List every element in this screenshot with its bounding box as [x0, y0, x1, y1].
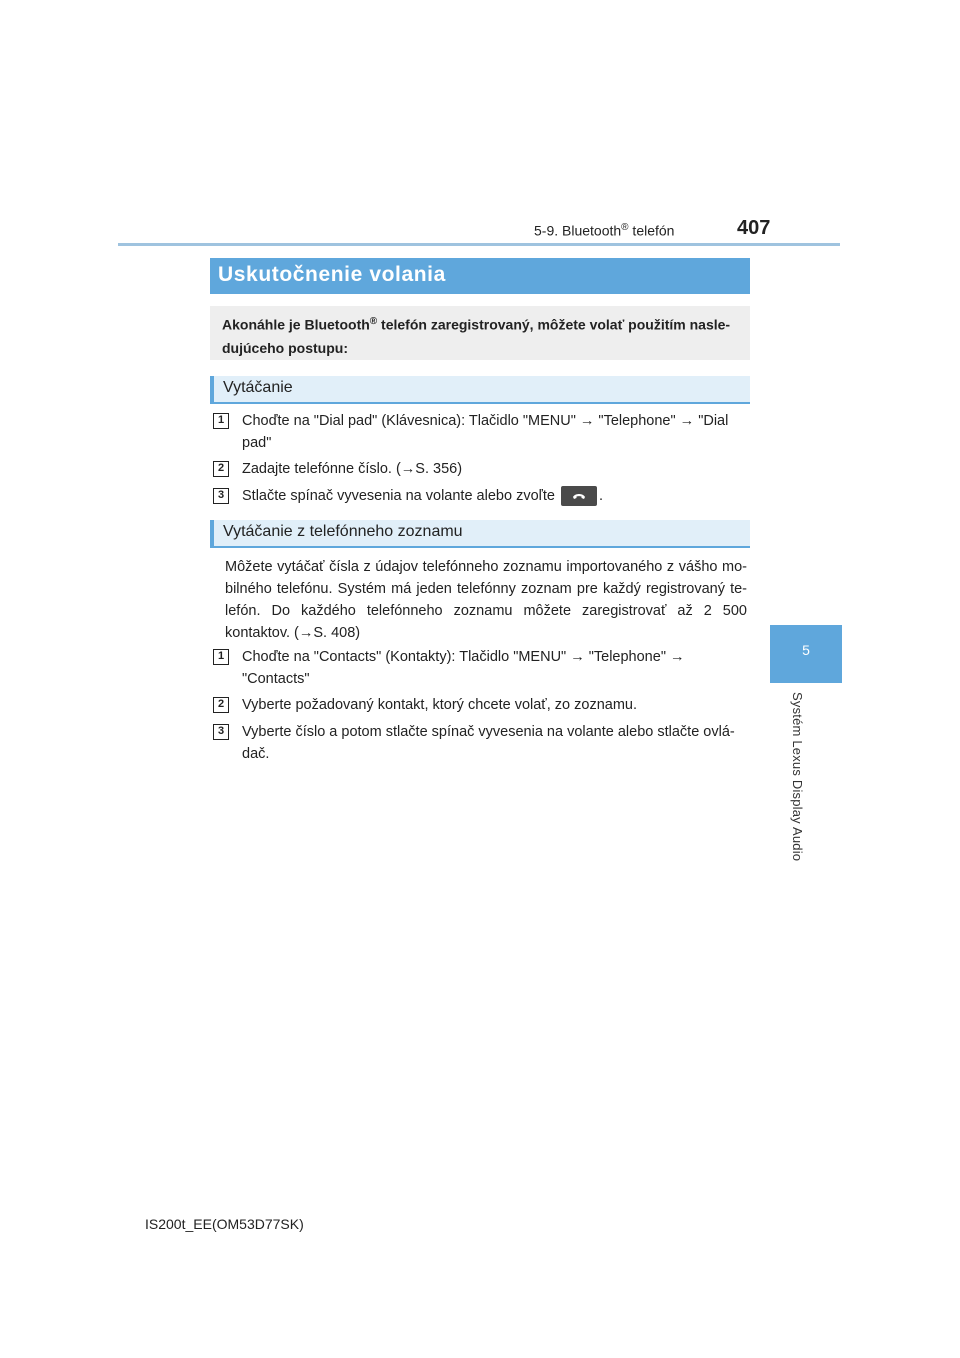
step-text: Vyberte číslo a potom stlačte spínač vyvesenia na volante alebo stlačte ovlá-dač.: [242, 724, 735, 762]
section-header-suffix: telefón: [628, 222, 675, 239]
step-number: 2: [213, 461, 229, 477]
phone-icon: [561, 486, 597, 506]
page-number: 407: [737, 217, 771, 239]
header-divider: [118, 243, 840, 246]
step-number: 2: [213, 697, 229, 713]
chapter-number: 5: [802, 642, 810, 658]
page-title-bar: [210, 258, 750, 294]
intro-registered-mark: ®: [369, 316, 378, 327]
intro-part1: Akonáhle je Bluetooth: [222, 316, 370, 333]
step-text: [242, 485, 747, 507]
section-header-text: 5-9. Bluetooth: [534, 222, 622, 239]
step-text: Choďte na "Contacts" (Kontakty): Tlačidlo "MENU" → "Telephone" → "Contacts": [242, 649, 685, 687]
intro-text: [222, 310, 744, 360]
registered-mark: ®: [621, 222, 629, 233]
step-number: 1: [213, 413, 229, 429]
footer-model-code: IS200t_EE(OM53D77SK): [145, 1216, 304, 1232]
chapter-label: Systém Lexus Display Audio: [790, 692, 805, 862]
step-text-before: Stlačte spínač vyvesenia na volante alebo zvoľte: [242, 488, 555, 504]
phonebook-paragraph: Môžete vytáčať čísla z údajov telefónneho zoznamu importovaného z vášho mo-bilného telefónu. Systém má jeden telefónny zoznam pre každý registrovaný te-lefón. Do každého telefónneho zoznamu môžete zaregistrovať až 2 500 kontaktov. (→S. 408): [225, 559, 747, 641]
section-header: [534, 222, 674, 239]
step-text: Choďte na "Dial pad" (Klávesnica): Tlačidlo "MENU" → "Telephone" → "Dial pad": [242, 413, 729, 451]
step-text: Vyberte požadovaný kontakt, ktorý chcete volať, zo zoznamu.: [242, 697, 637, 713]
section-heading-phonebook: [210, 520, 750, 548]
intro-part2: telefón zaregistrovaný, môžete volať použitím nasle-dujúceho postupu:: [222, 316, 731, 356]
intro-box: [210, 306, 750, 360]
chapter-tab: [770, 625, 842, 683]
step-number: 3: [213, 488, 229, 504]
step-text: Zadajte telefónne číslo. (→S. 356): [242, 461, 463, 477]
step-text-after: .: [598, 488, 604, 504]
step-number: 3: [213, 724, 229, 740]
section-heading-dialing-text: Vytáčanie: [223, 379, 293, 396]
step-number: 1: [213, 649, 229, 665]
page-title: Uskutočnenie volania: [218, 263, 446, 286]
section-heading-phonebook-text: Vytáčanie z telefónneho zoznamu: [223, 523, 463, 540]
section-heading-dialing: [210, 376, 750, 404]
